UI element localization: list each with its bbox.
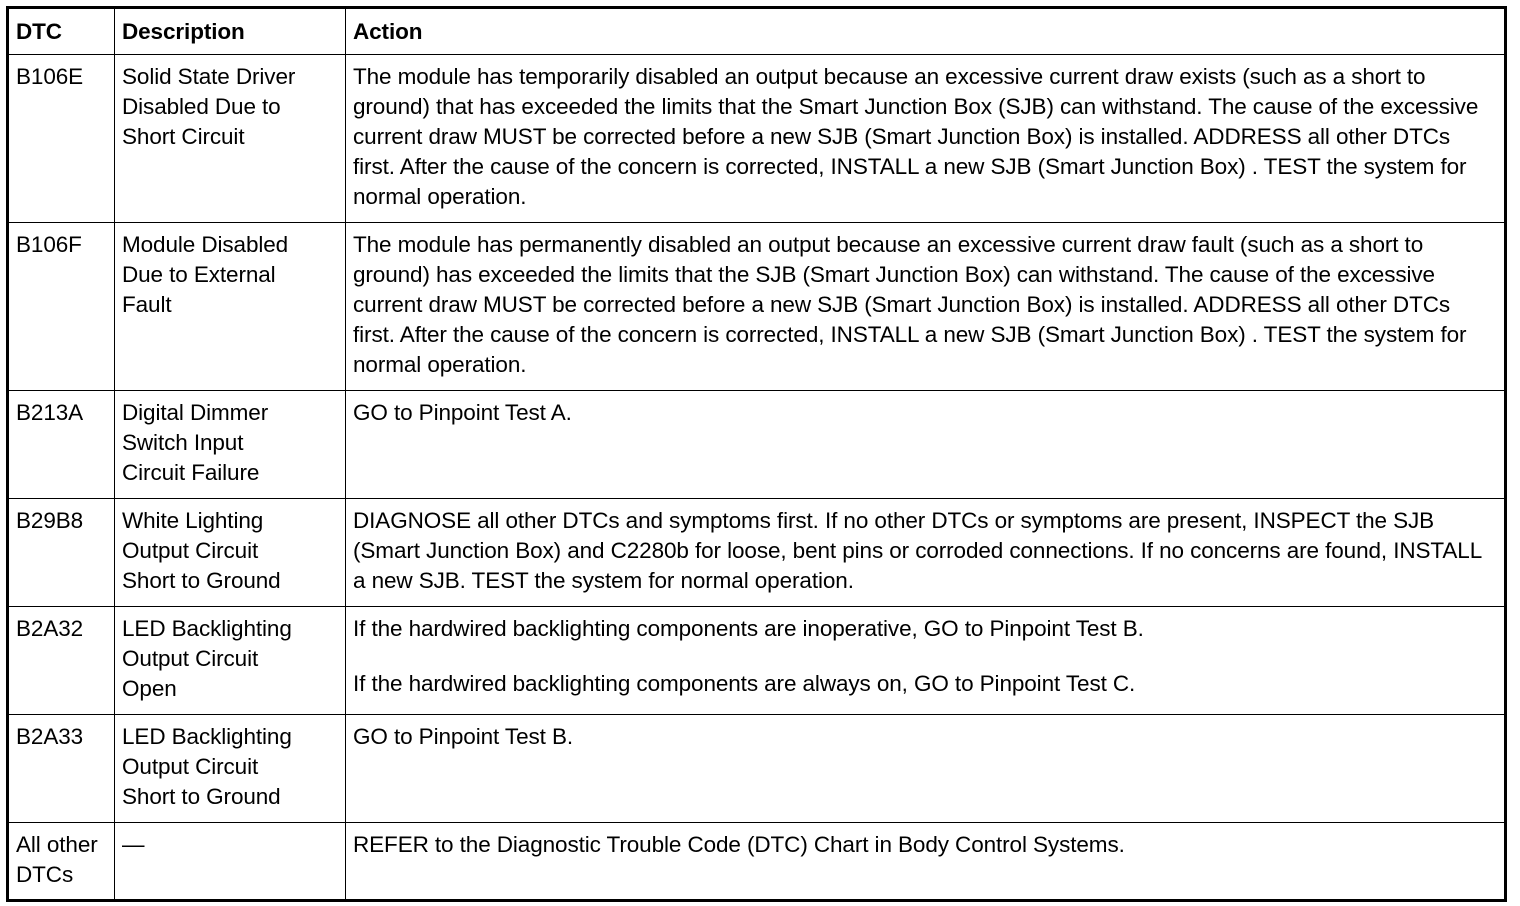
dtc-code-cell: B106E <box>8 55 115 223</box>
action-cell <box>346 499 1506 607</box>
action-cell <box>346 715 1506 823</box>
header-dtc: DTC <box>8 8 115 55</box>
table-row <box>8 391 1506 499</box>
table-body <box>8 55 1506 901</box>
dtc-code-cell: B2A32 <box>8 607 115 715</box>
action-paragraph: The module has permanently disabled an output because an excessive current draw fault (such as a short to ground) has exceeded the limits that the SJB (Smart Junction Box) can withstand. The cause of the excessive current draw MUST be corrected before a new SJB (Smart Junction Box) is installed. ADDRESS all other DTCs first. After the cause of the concern is corrected, INSTALL a new SJB (Smart Junction Box) . TEST the system for normal operation. <box>353 232 1467 377</box>
action-cell <box>346 607 1506 715</box>
action-cell <box>346 55 1506 223</box>
dtc-code-cell: B29B8 <box>8 499 115 607</box>
dtc-code-cell: B213A <box>8 391 115 499</box>
description-cell: Module Disabled Due to External Fault <box>115 223 346 391</box>
description-cell: LED Backlighting Output Circuit Short to Ground <box>115 715 346 823</box>
action-paragraph: The module has temporarily disabled an output because an excessive current draw exists (such as a short to ground) that has exceeded the limits that the Smart Junction Box (SJB) can withstand. The cause of the excessive current draw MUST be corrected before a new SJB (Smart Junction Box) is installed. ADDRESS all other DTCs first. After the cause of the concern is corrected, INSTALL a new SJB (Smart Junction Box) . TEST the system for normal operation. <box>353 64 1479 209</box>
dtc-code-cell: B2A33 <box>8 715 115 823</box>
table-header <box>8 8 1506 55</box>
action-paragraph: If the hardwired backlighting components are inoperative, GO to Pinpoint Test B. <box>353 616 1144 641</box>
description-cell: LED Backlighting Output Circuit Open <box>115 607 346 715</box>
header-action: Action <box>346 8 1506 55</box>
action-cell <box>346 391 1506 499</box>
table-row <box>8 607 1506 715</box>
table-row <box>8 55 1506 223</box>
dtc-table <box>6 6 1507 902</box>
dtc-code-cell: All other DTCs <box>8 823 115 901</box>
action-paragraph: DIAGNOSE all other DTCs and symptoms first. If no other DTCs or symptoms are present, INSPECT the SJB (Smart Junction Box) and C2280b for loose, bent pins or corroded connections. If no concerns are found, INSTALL a new SJB. TEST the system for normal operation. <box>353 508 1482 593</box>
table-row <box>8 499 1506 607</box>
action-cell <box>346 223 1506 391</box>
description-cell: White Lighting Output Circuit Short to Ground <box>115 499 346 607</box>
table-row <box>8 223 1506 391</box>
header-row <box>8 8 1506 55</box>
action-paragraph: GO to Pinpoint Test A. <box>353 400 572 425</box>
action-paragraph: GO to Pinpoint Test B. <box>353 724 573 749</box>
action-paragraph: REFER to the Diagnostic Trouble Code (DTC) Chart in Body Control Systems. <box>353 832 1125 857</box>
table-row <box>8 715 1506 823</box>
dtc-code-cell: B106F <box>8 223 115 391</box>
description-cell: — <box>115 823 346 901</box>
description-cell: Digital Dimmer Switch Input Circuit Failure <box>115 391 346 499</box>
action-paragraph: If the hardwired backlighting components are always on, GO to Pinpoint Test C. <box>353 671 1136 696</box>
header-description: Description <box>115 8 346 55</box>
action-cell <box>346 823 1506 901</box>
table-row <box>8 823 1506 901</box>
description-cell: Solid State Driver Disabled Due to Short Circuit <box>115 55 346 223</box>
